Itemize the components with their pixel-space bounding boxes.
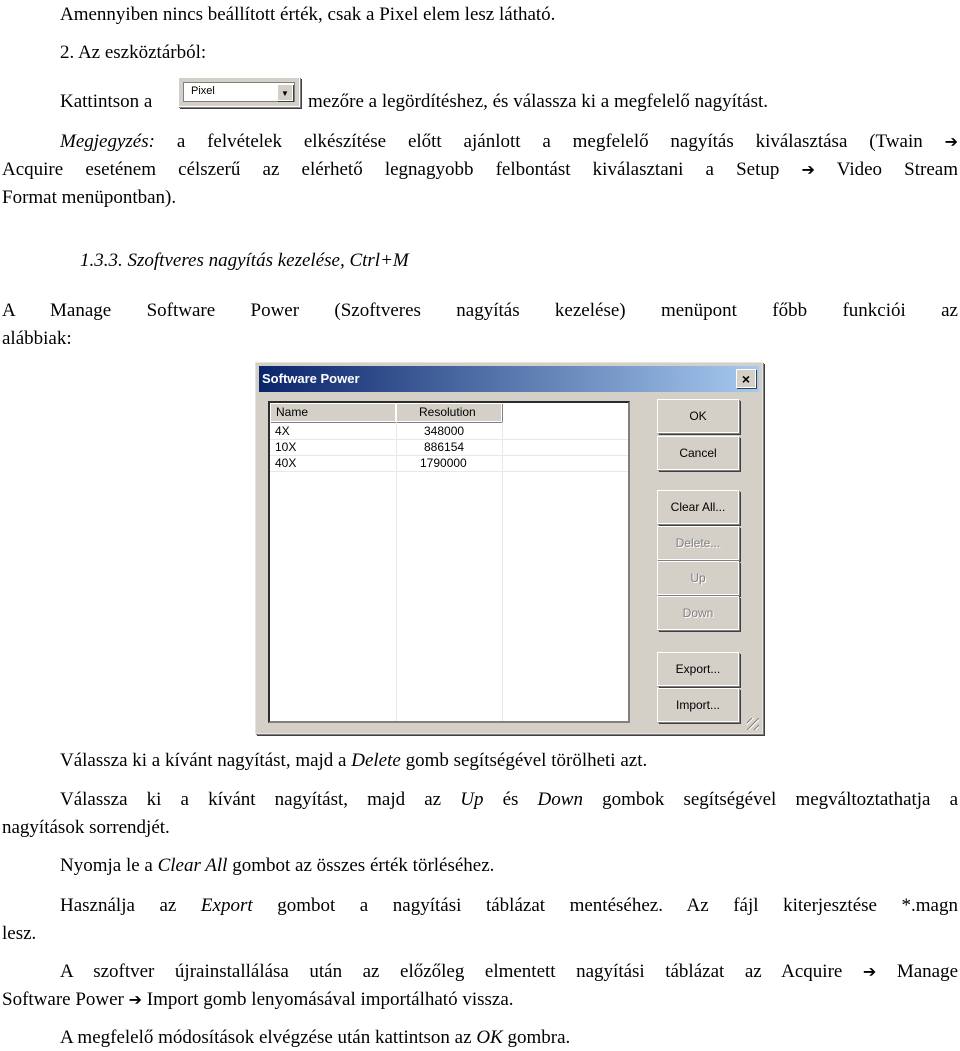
cancel-button[interactable]: Cancel	[657, 436, 739, 470]
arrow-icon: ➔	[128, 990, 143, 1009]
magnification-list[interactable]	[268, 401, 630, 723]
table-row[interactable]: 10X 886154	[275, 440, 465, 454]
intro-line-2: alábbiak:	[2, 328, 72, 349]
bullet-export-line-1: Használja az Export gombot a nagyítási táblázat mentéséhez. Az fájl kiterjesztése *.magn	[60, 895, 958, 916]
delete-button[interactable]: Delete...	[657, 526, 739, 560]
ok-button[interactable]: OK	[657, 399, 739, 433]
arrow-icon: ➔	[801, 160, 815, 179]
column-header-name[interactable]: Name	[270, 403, 396, 422]
arrow-icon: ➔	[862, 962, 877, 981]
note-text-2a: Acquire eseténem célszerű az elérhető legnagyobb felbontást kiválasztani a Setup	[2, 159, 780, 180]
paragraph-pixel-note: Amennyiben nincs beállított érték, csak a Pixel elem lesz látható.	[60, 4, 556, 25]
table-row[interactable]: 40X 1790000	[275, 456, 467, 470]
note-text-2b: Video Stream	[836, 159, 958, 180]
software-power-dialog	[255, 362, 763, 734]
up-button[interactable]: Up	[657, 561, 739, 595]
step-2-text-before: Kattintson a	[60, 91, 153, 112]
section-heading: 1.3.3. Szoftveres nagyítás kezelése, Ctrl+M	[80, 250, 409, 271]
bullet-delete: Válassza ki a kívánt nagyítást, majd a Delete gomb segítségével törölheti azt.	[60, 750, 648, 771]
import-button[interactable]: Import...	[657, 688, 739, 722]
dialog-titlebar[interactable]	[259, 366, 759, 392]
dropdown-arrow-icon[interactable]: ▼	[277, 84, 293, 101]
dialog-title: Software Power	[262, 371, 360, 386]
note-line-1	[60, 129, 958, 155]
bullet-export-line-2: lesz.	[2, 923, 37, 944]
arrow-icon: ➔	[944, 132, 959, 151]
zoom-combo-box[interactable]	[178, 77, 300, 107]
intro-line-1: A Manage Software Power (Szoftveres nagyítás kezelése) menüpont főbb funkciói az	[2, 300, 958, 321]
bullet-import-line-1: A szoftver újrainstallálása után az előzőleg elmentett nagyítási táblázat az Acquire ➔ Manage	[60, 961, 959, 982]
down-button[interactable]: Down	[657, 596, 739, 630]
step-2-text-after: mezőre a legördítéshez, és válassza ki a megfelelő nagyítást.	[308, 91, 769, 112]
bullet-up-down-line-1: Válassza ki a kívánt nagyítást, majd az Up és Down gombok segítségével megváltoztathatja a	[60, 789, 959, 810]
bullet-ok: A megfelelő módosítások elvégzése után kattintson az OK gombra.	[60, 1027, 571, 1048]
note-text-1: a felvételek elkészítése előtt ajánlott a megfelelő nagyítás kiválasztása (Twain	[176, 131, 923, 152]
note-line-2	[2, 157, 958, 183]
bullet-clear-all: Nyomja le a Clear All gombot az összes érték törléséhez.	[60, 855, 495, 876]
bullet-up-down-line-2: nagyítások sorrendjét.	[2, 817, 170, 838]
resize-grip-icon[interactable]	[747, 718, 759, 730]
close-icon[interactable]: ×	[736, 369, 756, 388]
export-button[interactable]: Export...	[657, 652, 739, 686]
note-label: Megjegyzés:	[60, 131, 155, 152]
column-header-resolution[interactable]: Resolution	[396, 403, 502, 422]
note-line-3: Format menüpontban).	[2, 187, 177, 208]
zoom-combo-value: Pixel	[191, 85, 215, 97]
bullet-import-line-2: Software Power ➔ Import gomb lenyomásával importálható vissza.	[2, 989, 514, 1010]
step-2-label: 2. Az eszköztárból:	[60, 42, 207, 63]
table-row[interactable]: 4X 348000	[275, 424, 465, 438]
clear-all-button[interactable]: Clear All...	[657, 490, 739, 524]
